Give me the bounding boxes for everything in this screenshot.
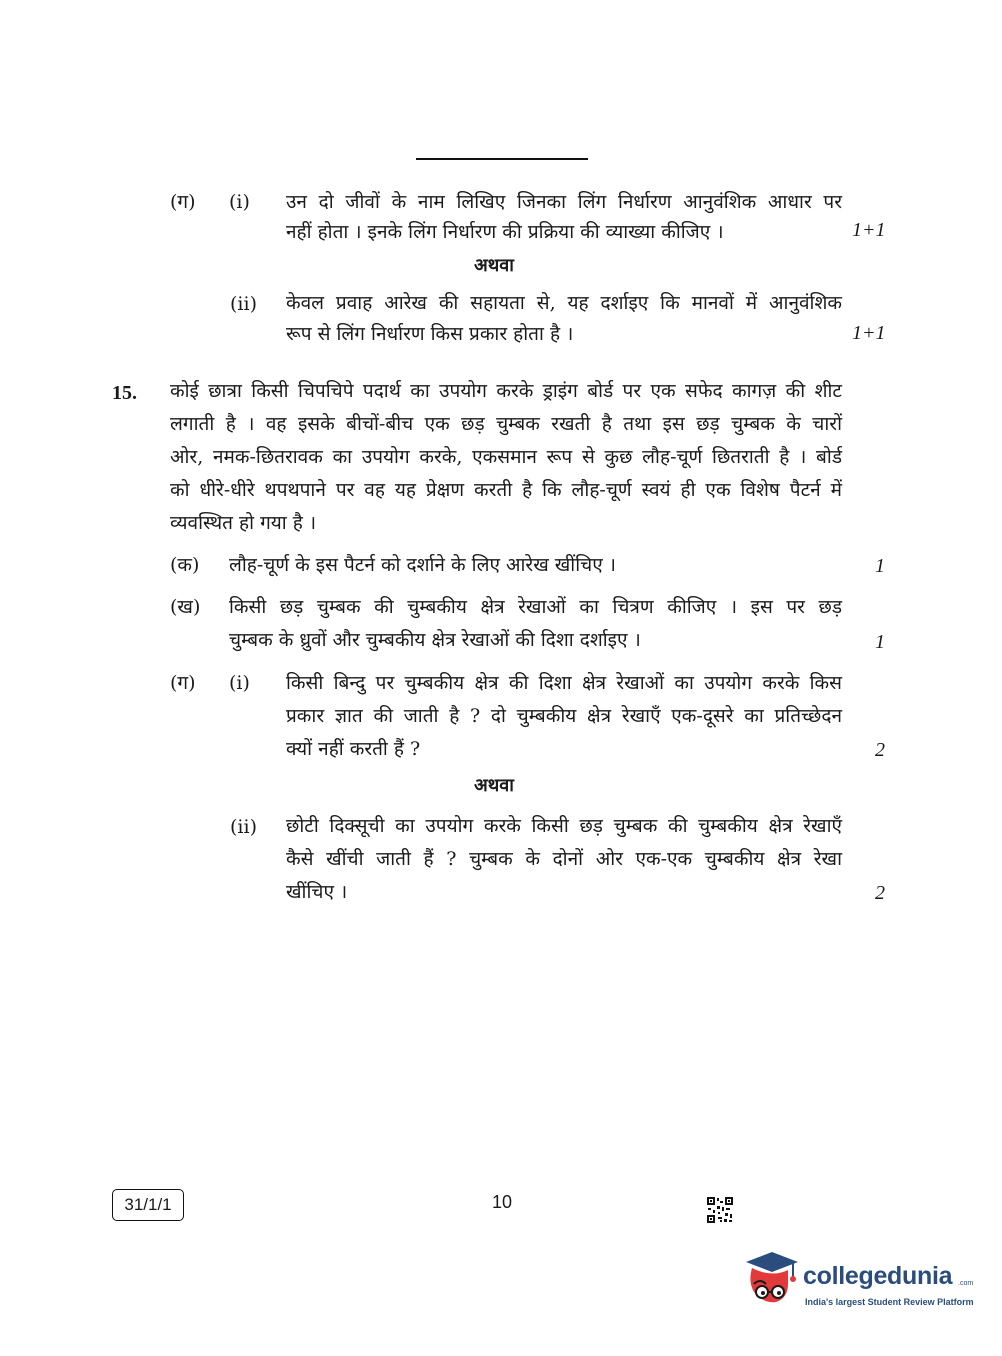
q15-ga-ii-line-1: छोटी दिक्सूची का उपयोग करके किसी छड़ चुम्बक की चुम्बकीय क्षेत्र रेखाएँ — [286, 815, 842, 837]
q15-kha-line-1: किसी छड़ चुम्बक की चुम्बकीय क्षेत्र रेखाओं का चित्रण कीजिए । इस पर छड़ — [229, 596, 842, 618]
q15-stem-line-1: कोई छात्रा किसी चिपचिपे पदार्थ का उपयोग करके ड्राइंग बोर्ड पर एक सफेद कागज़ की शीट — [170, 380, 842, 402]
q15-kha-marks: 1 — [875, 631, 885, 653]
q15-part-ga-label: (ग) — [170, 672, 196, 694]
q14-part-g-ii-label: (ii) — [230, 293, 257, 315]
q15-ga-ii-marks: 2 — [875, 882, 885, 904]
q15-ga-ii-line-3: खींचिए । — [286, 881, 348, 903]
q14-part-g-i-label: (i) — [229, 191, 250, 213]
q15-ga-i-line-2: प्रकार ज्ञात की जाती है ? दो चुम्बकीय क्षेत्र रेखाएँ एक-दूसरे का प्रतिच्छेदन — [286, 705, 842, 727]
collegedunia-mascot-icon — [742, 1248, 802, 1312]
q14-g-ii-line-1: केवल प्रवाह आरेख की सहायता से, यह दर्शाइए कि मानवों में आनुवंशिक — [286, 292, 842, 314]
q15-part-ga-i-label: (i) — [229, 672, 250, 694]
q14-g-ii-line-2: रूप से लिंग निर्धारण किस प्रकार होता है । — [286, 323, 574, 345]
or-heading: अथवा — [474, 255, 514, 276]
paper-code-box: 31/1/1 — [112, 1189, 184, 1221]
q15-stem-line-4: को धीरे-धीरे थपथपाने पर वह यह प्रेक्षण करती है कि लौह-चूर्ण स्वयं ही एक विशेष पैटर्न में — [170, 479, 842, 501]
q15-kha-line-2: चुम्बक के ध्रुवों और चुम्बकीय क्षेत्र रेखाओं की दिशा दर्शाइए । — [229, 629, 641, 651]
q15-ga-i-line-1: किसी बिन्दु पर चुम्बकीय क्षेत्र की दिशा क्षेत्र रेखाओं का उपयोग करके किस — [286, 672, 842, 694]
q14-g-ii-marks: 1+1 — [852, 322, 886, 344]
watermark-brand: collegedunia — [803, 1262, 953, 1290]
q15-stem-line-3: ओर, नमक-छितरावक का उपयोग करके, एकसमान रूप से कुछ लौह-चूर्ण छितराती है । बोर्ड — [170, 446, 842, 468]
q14-g-i-line-1: उन दो जीवों के नाम लिखिए जिनका लिंग निर्धारण आनुवंशिक आधार पर — [286, 191, 842, 213]
q14-g-i-line-2: नहीं होता । इनके लिंग निर्धारण की प्रक्रिया की व्याख्या कीजिए । — [286, 221, 724, 243]
or-heading: अथवा — [474, 775, 514, 796]
q15-part-kha-label: (ख) — [170, 596, 201, 618]
qr-code-icon — [707, 1197, 733, 1223]
q15-part-ka-label: (क) — [170, 554, 200, 576]
q15-ka-text: लौह-चूर्ण के इस पैटर्न को दर्शाने के लिए आरेख खींचिए । — [229, 554, 616, 576]
q15-ka-marks: 1 — [875, 555, 885, 577]
q14-g-i-marks: 1+1 — [852, 219, 886, 241]
q15-part-ga-ii-label: (ii) — [230, 816, 257, 838]
q15-stem-line-2: लगाती है । वह इसके बीचों-बीच एक छड़ चुम्बक रखती है तथा इस छड़ चुम्बक के चारों — [170, 413, 842, 435]
q14-part-g-label: (ग) — [170, 191, 196, 213]
watermark-brand-suffix: .com — [958, 1280, 974, 1287]
watermark-tagline: India's largest Student Review Platform — [805, 1297, 974, 1307]
q15-ga-i-marks: 2 — [875, 739, 885, 761]
section-divider — [416, 158, 588, 160]
q15-ga-ii-line-2: कैसे खींची जाती हैं ? चुम्बक के दोनों ओर एक-एक चुम्बकीय क्षेत्र रेखा — [286, 848, 842, 870]
question-number: 15. — [112, 382, 137, 404]
page-number: 10 — [491, 1192, 513, 1212]
q15-ga-i-line-3: क्यों नहीं करती हैं ? — [286, 738, 421, 760]
q15-stem-line-5: व्यवस्थित हो गया है । — [170, 512, 317, 534]
